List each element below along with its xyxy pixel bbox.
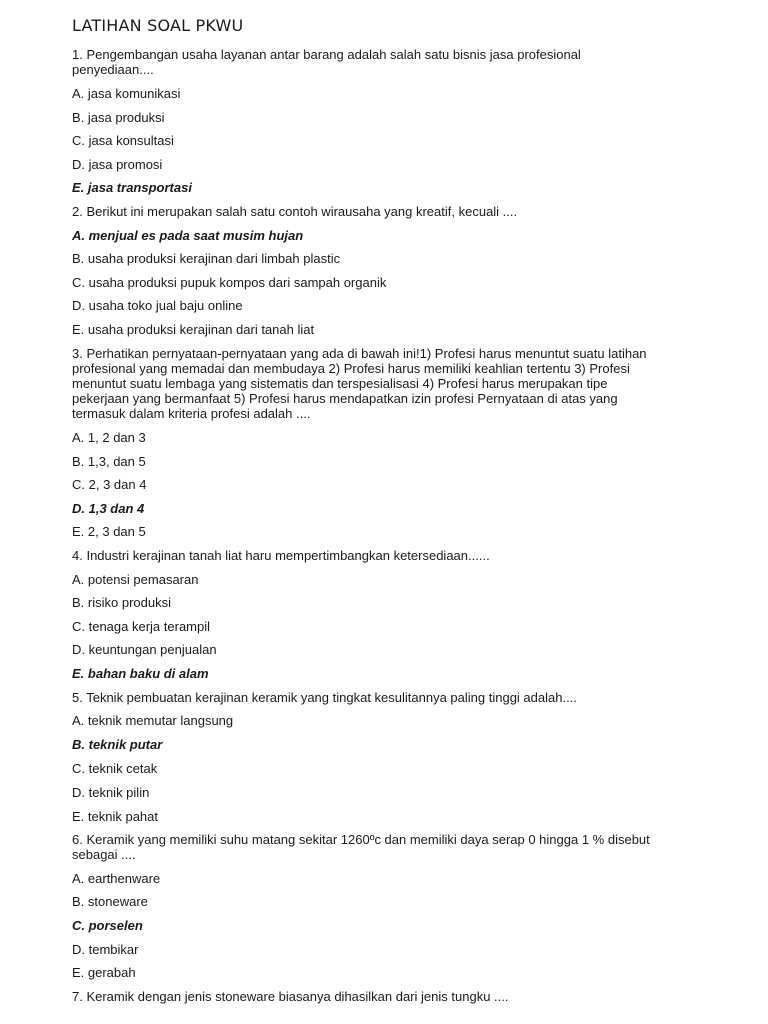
text-line: D. jasa promosi	[72, 157, 163, 172]
text-line: A. earthenware	[72, 871, 161, 886]
text-line: B. stoneware	[72, 894, 148, 909]
text-line: 7. Keramik dengan jenis stoneware biasanya dihasilkan dari jenis tungku ....	[72, 989, 509, 1004]
text-line: 3. Perhatikan pernyataan-pernyataan yang ada di bawah ini!1) Profesi harus menuntut suatu latihan	[72, 346, 647, 361]
text-line: sebagai ....	[72, 847, 136, 862]
text-line: 1. Pengembangan usaha layanan antar barang adalah salah satu bisnis jasa profesional	[72, 47, 581, 62]
text-line: E. teknik pahat	[72, 809, 158, 824]
text-line: termasuk dalam kriteria profesi adalah ....	[72, 406, 311, 421]
text-line: 2. Berikut ini merupakan salah satu contoh wirausaha yang kreatif, kecuali ....	[72, 204, 518, 219]
text-line: A. 1, 2 dan 3	[72, 430, 146, 445]
text-line: D. usaha toko jual baju online	[72, 298, 243, 313]
text-line: A. teknik memutar langsung	[72, 713, 234, 728]
text-line: menuntut suatu lembaga yang sistematis dan terspesialisasi 4) Profesi harus merupakan tipe	[72, 376, 608, 391]
text-line: E. 2, 3 dan 5	[72, 524, 146, 539]
answer-line: D. 1,3 dan 4	[72, 501, 145, 516]
text-line: C. jasa konsultasi	[72, 133, 174, 148]
text-line: pekerjaan yang bermanfaat 5) Profesi harus mendapatkan izin profesi Pernyataan di atas yang	[72, 391, 618, 406]
text-line: C. usaha produksi pupuk kompos dari sampah organik	[72, 275, 387, 290]
text-line: B. jasa produksi	[72, 110, 165, 125]
text-line: A. jasa komunikasi	[72, 86, 181, 101]
text-line: C. tenaga kerja terampil	[72, 619, 211, 634]
answer-line: E. jasa transportasi	[72, 180, 192, 195]
text-line: profesional yang memadai dan membudaya 2) Profesi harus memiliki keahlian tertentu 3) Profesi	[72, 361, 630, 376]
text-line: B. usaha produksi kerajinan dari limbah plastic	[72, 251, 341, 266]
text-line: C. teknik cetak	[72, 761, 158, 776]
text-line: C. 2, 3 dan 4	[72, 477, 147, 492]
text-line: D. keuntungan penjualan	[72, 642, 217, 657]
text-line: 5. Teknik pembuatan kerajinan keramik yang tingkat kesulitannya paling tinggi adalah....	[72, 690, 577, 705]
text-line: B. risiko produksi	[72, 595, 171, 610]
text-line: D. teknik pilin	[72, 785, 150, 800]
answer-line: C. porselen	[72, 918, 143, 933]
answer-line: A. menjual es pada saat musim hujan	[72, 228, 304, 243]
answer-line: E. bahan baku di alam	[72, 666, 209, 681]
text-line: penyediaan....	[72, 62, 154, 77]
text-line: A. potensi pemasaran	[72, 572, 199, 587]
text-line: 6. Keramik yang memiliki suhu matang sekitar 1260ºc dan memiliki daya serap 0 hingga 1 % disebut	[72, 832, 650, 847]
text-line: D. tembikar	[72, 942, 139, 957]
answer-line: B. teknik putar	[72, 737, 163, 752]
text-line: B. 1,3, dan 5	[72, 454, 146, 469]
text-line: E. usaha produksi kerajinan dari tanah liat	[72, 322, 315, 337]
document-title: LATIHAN SOAL PKWU	[72, 16, 244, 35]
text-line: 4. Industri kerajinan tanah liat haru mempertimbangkan ketersediaan......	[72, 548, 490, 563]
text-line: E. gerabah	[72, 965, 136, 980]
